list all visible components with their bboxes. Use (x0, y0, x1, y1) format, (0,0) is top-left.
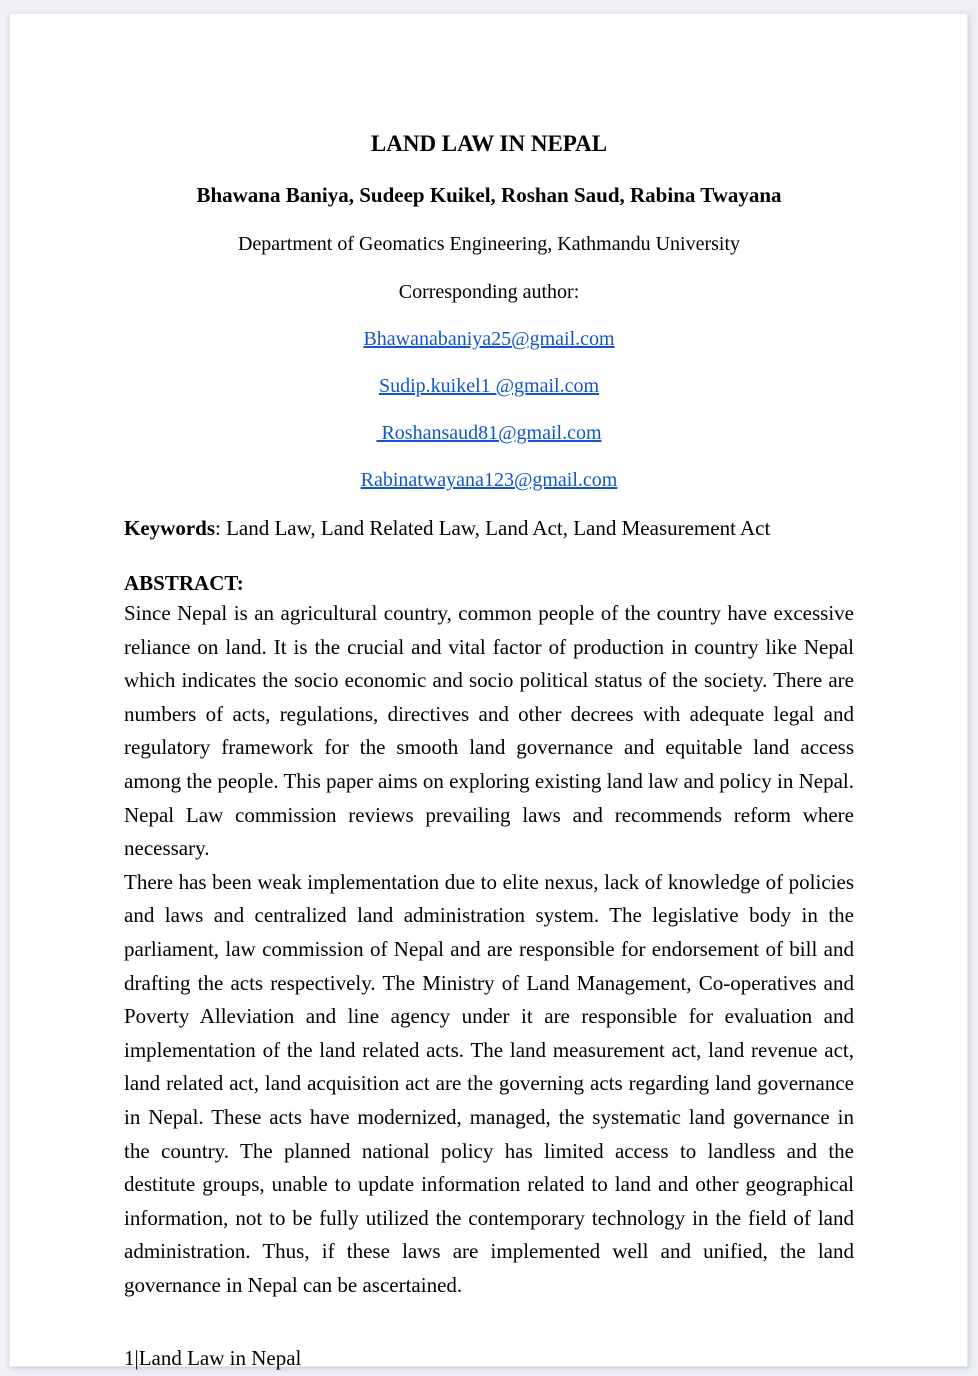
email-line (124, 423, 854, 443)
document-title: LAND LAW IN NEPAL (370, 131, 608, 156)
page-footer: 1|Land Law in Nepal (124, 1346, 302, 1371)
email-line (124, 329, 854, 349)
email-link-roshan[interactable]: Roshansaud81@gmail.com (376, 422, 602, 444)
keywords-text: : Land Law, Land Related Law, Land Act, Land Measurement Act (215, 516, 771, 540)
keywords-label: Keywords (124, 516, 215, 540)
document-page (9, 13, 968, 1371)
keywords-line (124, 518, 854, 539)
affiliation-line: Department of Geomatics Engineering, Kathmandu University (237, 233, 741, 255)
abstract-paragraph-1: Since Nepal is an agricultural country, common people of the country have excessive reliance on land. It is the crucial and vital factor of production in country like Nepal which indicates the socio economic and socio political status of the society. There are numbers of acts, regulations, directives and other decrees with adequate legal and regulatory framework for the smooth land governance and equitable land access among the people. This paper aims on exploring existing land law and policy in Nepal. Nepal Law commission reviews prevailing laws and recommends reform where necessary. (124, 601, 854, 861)
corresponding-author-label: Corresponding author: (398, 281, 580, 303)
email-link-bhawana[interactable]: Bhawanabaniya25@gmail.com (363, 328, 615, 350)
email-link-rabina[interactable]: Rabinatwayana123@gmail.com (360, 469, 618, 491)
email-line (124, 376, 854, 396)
abstract-paragraph-2: There has been weak implementation due to elite nexus, lack of knowledge of policies and laws and centralized land administration system. The legislative body in the parliament, law commission of Nepal and are responsible for endorsement of bill and drafting the acts respectively. The Ministry of Land Management, Co-operatives and Poverty Alleviation and line agency under it are responsible for evaluation and implementation of the land related acts. The land measurement act, land revenue act, land related act, land acquisition act are the governing acts regarding land governance in Nepal. These acts have modernized, managed, the systematic land governance in the country. The planned national policy has limited access to landless and the destitute groups, unable to update information related to land and other geographical information, not to be fully utilized the contemporary technology in the field of land administration. Thus, if these laws are implemented well and unified, the land governance in Nepal can be ascertained. (124, 869, 854, 1297)
email-line (124, 470, 854, 490)
authors-line: Bhawana Baniya, Sudeep Kuikel, Roshan Saud, Rabina Twayana (196, 183, 782, 207)
email-link-sudip[interactable]: Sudip.kuikel1 @gmail.com (378, 375, 600, 397)
abstract-heading: ABSTRACT: (124, 571, 244, 595)
